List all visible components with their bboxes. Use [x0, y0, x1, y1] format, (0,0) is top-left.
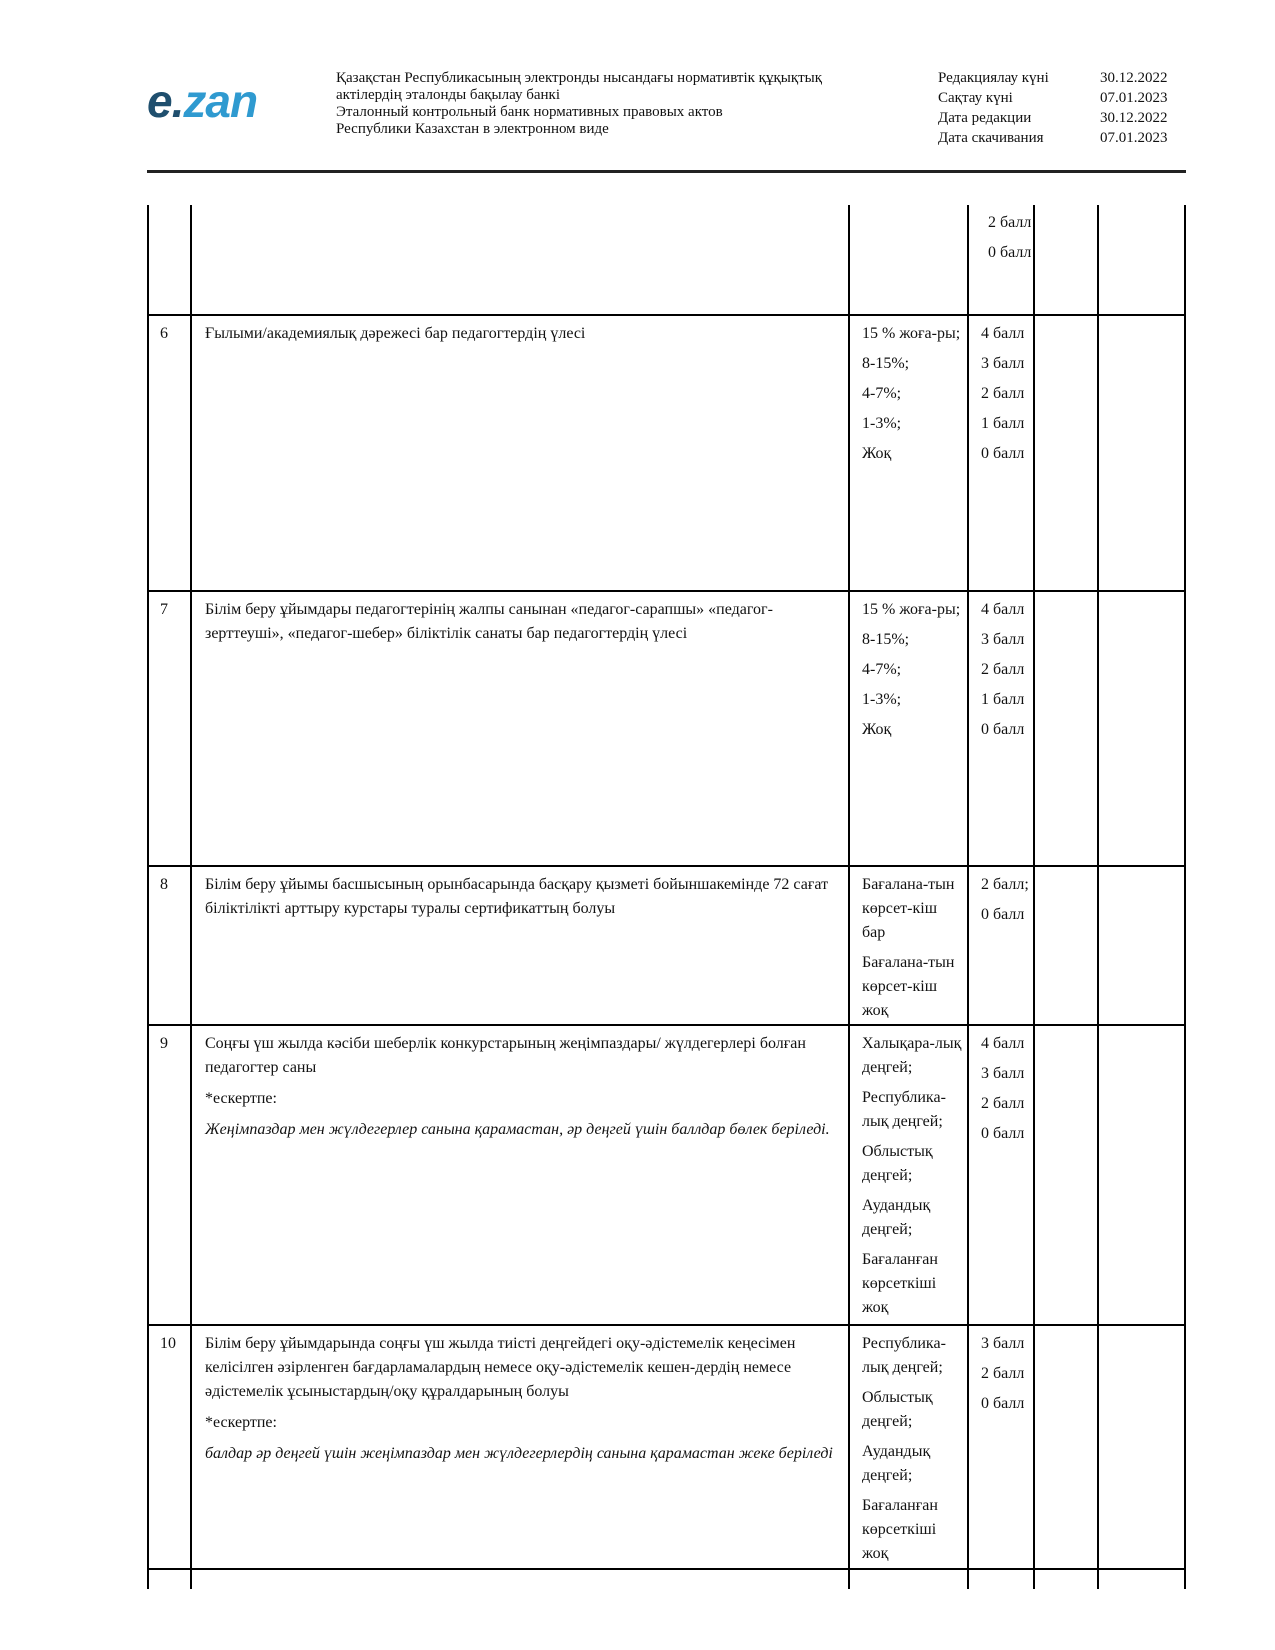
score-cell [981, 873, 1036, 933]
row-number: 6 [160, 325, 168, 342]
criteria-item: Республика-лық деңгей; [862, 1335, 946, 1376]
row-divider [147, 590, 1186, 592]
row-number: 10 [160, 1335, 176, 1352]
score-value: 0 балл [981, 1125, 1025, 1142]
logo-zan: zan [183, 75, 258, 127]
score-cell [981, 1032, 1036, 1152]
score-value: 3 балл [981, 1065, 1025, 1082]
criteria-item: 4-7%; [862, 661, 902, 678]
indicator-cell [205, 873, 835, 928]
row-divider [147, 314, 1186, 316]
score-cell [988, 211, 1043, 271]
criteria-item: 8-15%; [862, 355, 910, 372]
score-value: 0 балл [988, 244, 1032, 261]
note-label: *ескертпе: [205, 1090, 277, 1107]
logo-dot: . [171, 75, 184, 127]
score-value: 1 балл [981, 691, 1025, 708]
criteria-item: 8-15%; [862, 631, 910, 648]
score-value: 0 балл [981, 1395, 1025, 1412]
indicator-text: Ғылыми/академиялық дәрежесі бар педагогтердің үлесі [205, 325, 586, 342]
header-line: Республики Казахстан в электронном виде [336, 121, 609, 137]
criteria-item: Бағалана-тын көрсет-кіш жоқ [862, 954, 955, 1019]
criteria-item: 15 % жоға-ры; [862, 601, 961, 618]
indicator-cell [205, 322, 835, 353]
table-border [190, 205, 192, 1589]
header-line: Эталонный контрольный банк нормативных правовых актов [336, 104, 723, 120]
row-divider [147, 1024, 1186, 1026]
meta-label: Дата редакции [938, 110, 1032, 126]
score-cell [981, 598, 1036, 748]
indicator-cell [205, 1332, 835, 1473]
criteria-item: Бағалана-тын көрсет-кіш бар [862, 876, 955, 941]
ezan-logo [147, 75, 258, 127]
indicator-text: Білім беру ұйымдарында соңғы үш жылда тиісті деңгейдегі оқу-әдістемелік кеңесімен келісілген әзірленген бағдарламалардың немесе оқу-әдістемелік кешен-дердің немесе әдістемелік ұсыныстардың/оқу құралдарының болуы [205, 1335, 796, 1400]
score-value: 0 балл [981, 721, 1025, 738]
criteria-cell [862, 598, 962, 748]
criteria-item: Республика-лық деңгей; [862, 1089, 946, 1130]
table-border [147, 205, 149, 1589]
score-value: 4 балл [981, 325, 1025, 342]
table-border [1097, 205, 1099, 1589]
criteria-item: Халықара-лық деңгей; [862, 1035, 962, 1076]
score-value: 4 балл [981, 1035, 1025, 1052]
meta-label: Дата скачивания [938, 130, 1044, 146]
score-cell [981, 322, 1036, 472]
table-border [1184, 205, 1186, 1589]
criteria-item: Аудандық деңгей; [862, 1443, 931, 1484]
score-value: 3 балл [981, 1335, 1025, 1352]
criteria-item: Бағаланған көрсеткіші жоқ [862, 1251, 938, 1316]
criteria-cell [862, 1032, 962, 1326]
score-value: 2 балл; [981, 876, 1029, 893]
score-cell [981, 1332, 1036, 1422]
score-value: 4 балл [981, 601, 1025, 618]
meta-row [938, 88, 1168, 108]
meta-label: Сақтау күні [938, 90, 1013, 106]
criteria-item: 15 % жоға-ры; [862, 325, 961, 342]
criteria-item: 1-3%; [862, 415, 902, 432]
criteria-item: Жоқ [862, 721, 892, 738]
meta-value: 07.01.2023 [1100, 130, 1168, 146]
criteria-item: 1-3%; [862, 691, 902, 708]
meta-value: 07.01.2023 [1100, 90, 1168, 106]
score-value: 2 балл [981, 1365, 1025, 1382]
criteria-item: Жоқ [862, 445, 892, 462]
header-divider [147, 170, 1186, 173]
indicator-text: Білім беру ұйымдары педагогтерінің жалпы санынан «педагог-сарапшы» «педагог-зерттеуші», «педагог-шебер» біліктілік санаты бар педагогтердің үлесі [205, 601, 773, 642]
score-value: 2 балл [981, 661, 1025, 678]
meta-row [938, 68, 1168, 88]
indicator-cell [205, 598, 835, 653]
criteria-item: Аудандық деңгей; [862, 1197, 931, 1238]
header-description [336, 70, 822, 138]
criteria-cell [862, 873, 962, 1029]
row-divider [147, 1324, 1186, 1326]
row-number: 8 [160, 876, 168, 893]
score-value: 1 балл [981, 415, 1025, 432]
row-divider [147, 865, 1186, 867]
score-value: 0 балл [981, 906, 1025, 923]
indicator-cell [205, 1032, 835, 1149]
table-border [848, 205, 850, 1589]
logo-e: e [147, 75, 172, 127]
indicator-text: Білім беру ұйымы басшысының орынбасарында басқару қызметі бойыншакемінде 72 сағат біліктілікті арттыру курстары туралы сертификаттың болуы [205, 876, 829, 917]
note-text: балдар әр деңгей үшін жеңімпаздар мен жүлдегерлердің санына қарамастан жеке беріледі [205, 1445, 833, 1462]
score-value: 0 балл [981, 445, 1025, 462]
criteria-cell [862, 322, 962, 472]
note-label: *ескертпе: [205, 1414, 277, 1431]
indicator-text: Соңғы үш жылда кәсіби шеберлік конкурстарының жеңімпаздары/ жүлдегерлері болған педагогтер саны [205, 1035, 806, 1076]
criteria-item: Облыстық деңгей; [862, 1143, 933, 1184]
criteria-item: Облыстық деңгей; [862, 1389, 933, 1430]
row-number: 7 [160, 601, 168, 618]
meta-label: Редакциялау күні [938, 70, 1049, 86]
criteria-cell [862, 1332, 962, 1572]
note-text: Жеңімпаздар мен жүлдегерлер санына қарамастан, әр деңгей үшін баллдар бөлек беріледі. [205, 1121, 830, 1138]
score-value: 2 балл [981, 385, 1025, 402]
criteria-item: Бағаланған көрсеткіші жоқ [862, 1497, 938, 1562]
score-value: 3 балл [981, 355, 1025, 372]
row-number: 9 [160, 1035, 168, 1052]
header-line: актілердің эталонды бақылау банкі [336, 87, 560, 103]
meta-value: 30.12.2022 [1100, 110, 1168, 126]
header-line: Қазақстан Республикасының электронды нысандағы нормативтік құқықтық [336, 70, 823, 86]
score-value: 2 балл [988, 214, 1032, 231]
row-divider [147, 1568, 1186, 1570]
score-value: 3 балл [981, 631, 1025, 648]
criteria-item: 4-7%; [862, 385, 902, 402]
meta-row [938, 128, 1168, 148]
table-border [967, 205, 969, 1589]
meta-value: 30.12.2022 [1100, 70, 1168, 86]
header-dates [938, 68, 1168, 148]
score-value: 2 балл [981, 1095, 1025, 1112]
meta-row [938, 108, 1168, 128]
